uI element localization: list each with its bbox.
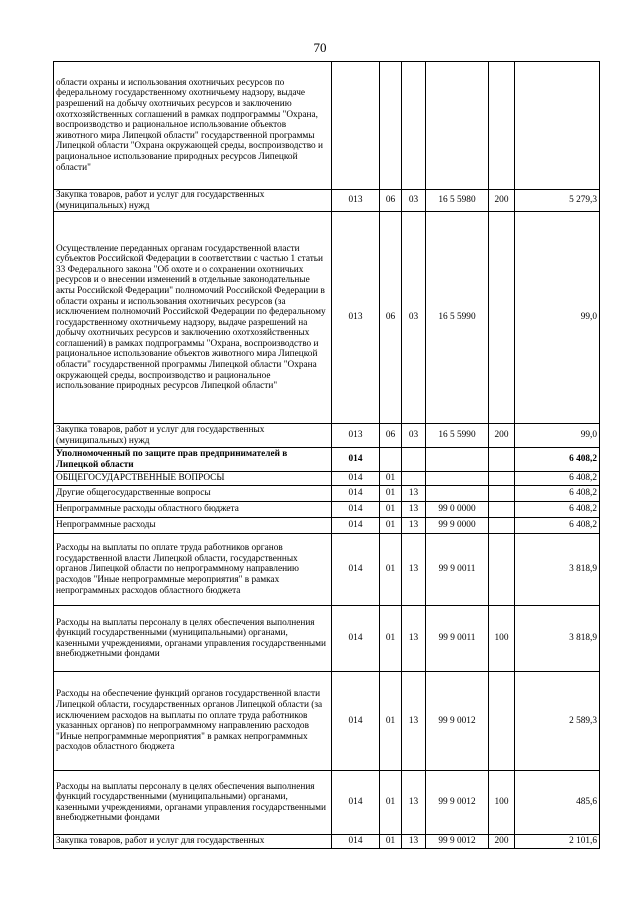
row-admin-code: 014 bbox=[332, 606, 380, 672]
row-name: Расходы на выплаты по оплате труда работников органов государственной власти Липецкой области, государственных органов Липецкой области по непрограммному направлению расходов "Иные непрограммные мероприятия" в рамках непрограммных расходов областного бюджета bbox=[54, 534, 332, 606]
row-admin-code bbox=[332, 62, 380, 190]
row-expense-type: 200 bbox=[489, 190, 515, 212]
table-row bbox=[54, 502, 600, 518]
row-subsection bbox=[402, 62, 426, 190]
row-section: 01 bbox=[380, 486, 402, 502]
row-subsection: 03 bbox=[402, 190, 426, 212]
row-section: 01 bbox=[380, 672, 402, 771]
row-target-article: 16 5 5990 bbox=[426, 424, 489, 448]
row-amount: 6 408,2 bbox=[515, 502, 600, 518]
row-amount: 6 408,2 bbox=[515, 472, 600, 486]
table-row bbox=[54, 606, 600, 672]
row-admin-code: 014 bbox=[332, 771, 380, 835]
row-amount: 6 408,2 bbox=[515, 448, 600, 472]
row-expense-type bbox=[489, 212, 515, 424]
table-row bbox=[54, 534, 600, 606]
row-admin-code: 014 bbox=[332, 518, 380, 534]
row-expense-type bbox=[489, 448, 515, 472]
row-amount: 6 408,2 bbox=[515, 486, 600, 502]
row-admin-code: 013 bbox=[332, 424, 380, 448]
row-target-article: 99 9 0012 bbox=[426, 672, 489, 771]
row-amount: 99,0 bbox=[515, 424, 600, 448]
row-target-article: 99 0 0000 bbox=[426, 502, 489, 518]
row-expense-type bbox=[489, 672, 515, 771]
row-expense-type: 100 bbox=[489, 606, 515, 672]
row-expense-type bbox=[489, 502, 515, 518]
row-admin-code: 014 bbox=[332, 472, 380, 486]
table-row bbox=[54, 190, 600, 212]
row-expense-type: 100 bbox=[489, 771, 515, 835]
row-subsection: 03 bbox=[402, 212, 426, 424]
row-section: 01 bbox=[380, 771, 402, 835]
row-section: 06 bbox=[380, 190, 402, 212]
table-row bbox=[54, 424, 600, 448]
row-expense-type: 200 bbox=[489, 835, 515, 849]
row-section: 01 bbox=[380, 472, 402, 486]
row-amount: 3 818,9 bbox=[515, 534, 600, 606]
row-amount: 3 818,9 bbox=[515, 606, 600, 672]
row-section: 01 bbox=[380, 518, 402, 534]
row-name: Расходы на выплаты персоналу в целях обеспечения выполнения функций государственными (муниципальными) органами, казенными учреждениями, органами управления государственными внебюджетными фондами bbox=[54, 771, 332, 835]
row-section: 01 bbox=[380, 534, 402, 606]
row-amount: 485,6 bbox=[515, 771, 600, 835]
row-subsection bbox=[402, 448, 426, 472]
row-admin-code: 014 bbox=[332, 534, 380, 606]
row-expense-type bbox=[489, 472, 515, 486]
row-amount: 2 101,6 bbox=[515, 835, 600, 849]
row-subsection bbox=[402, 472, 426, 486]
row-section bbox=[380, 62, 402, 190]
row-subsection: 13 bbox=[402, 502, 426, 518]
row-name: ОБЩЕГОСУДАРСТВЕННЫЕ ВОПРОСЫ bbox=[54, 472, 332, 486]
row-section: 01 bbox=[380, 606, 402, 672]
row-admin-code: 013 bbox=[332, 190, 380, 212]
row-name: Закупка товаров, работ и услуг для государственных (муниципальных) нужд bbox=[54, 190, 332, 212]
row-subsection: 13 bbox=[402, 672, 426, 771]
row-section: 01 bbox=[380, 835, 402, 849]
row-target-article: 99 9 0011 bbox=[426, 534, 489, 606]
row-name: Непрограммные расходы bbox=[54, 518, 332, 534]
row-amount bbox=[515, 62, 600, 190]
row-name: области охраны и использования охотничьих ресурсов по федеральному государственному охотничьему надзору, выдаче разрешений на добычу охотничьих ресурсов и заключению охотхозяйственных соглашений в рамках подпрограммы "Охрана, воспроизводство и рациональное использование объектов животного мира Липецкой области" государственной программы Липецкой области "Охрана окружающей среды, воспроизводство и рациональное использование природных ресурсов Липецкой области" bbox=[54, 62, 332, 190]
row-expense-type bbox=[489, 518, 515, 534]
table-row bbox=[54, 62, 600, 190]
row-target-article: 16 5 5990 bbox=[426, 212, 489, 424]
budget-table bbox=[53, 61, 600, 849]
row-admin-code: 014 bbox=[332, 502, 380, 518]
table-body bbox=[54, 62, 600, 849]
row-admin-code: 014 bbox=[332, 672, 380, 771]
row-subsection: 13 bbox=[402, 771, 426, 835]
row-amount: 5 279,3 bbox=[515, 190, 600, 212]
row-target-article bbox=[426, 448, 489, 472]
table-row bbox=[54, 486, 600, 502]
row-section: 06 bbox=[380, 424, 402, 448]
row-subsection: 13 bbox=[402, 486, 426, 502]
page-number: 70 bbox=[313, 40, 327, 55]
row-admin-code: 014 bbox=[332, 835, 380, 849]
table-row bbox=[54, 212, 600, 424]
row-name: Непрограммные расходы областного бюджета bbox=[54, 502, 332, 518]
row-name: Другие общегосударственные вопросы bbox=[54, 486, 332, 502]
row-expense-type bbox=[489, 486, 515, 502]
row-subsection: 13 bbox=[402, 835, 426, 849]
row-amount: 99,0 bbox=[515, 212, 600, 424]
row-subsection: 03 bbox=[402, 424, 426, 448]
row-target-article: 16 5 5980 bbox=[426, 190, 489, 212]
table-row bbox=[54, 672, 600, 771]
row-subsection: 13 bbox=[402, 518, 426, 534]
row-amount: 2 589,3 bbox=[515, 672, 600, 771]
table-row bbox=[54, 771, 600, 835]
row-expense-type bbox=[489, 62, 515, 190]
row-name: Закупка товаров, работ и услуг для государственных bbox=[54, 835, 332, 849]
row-name: Осуществление переданных органам государственной власти субъектов Российской Федерации в соответствии с частью 1 статьи 33 Федерального закона "Об охоте и о сохранении охотничьих ресурсов и о внесении изменений в отдельные законодательные акты Российской Федерации" полномочий Российской Федерации в области охраны и использования охотничьих ресурсов (за исключением полномочий Российской Федерации по федеральному государственному охотничьему надзору, выдаче разрешений на добычу охотничьих ресурсов и заключению охотхозяйственных соглашений) в рамках подпрограммы "Охрана, воспроизводство и рациональное использование объектов животного мира Липецкой области" государственной программы Липецкой области "Охрана окружающей среды, воспроизводство и рациональное использование природных ресурсов Липецкой области" bbox=[54, 212, 332, 424]
row-subsection: 13 bbox=[402, 534, 426, 606]
row-target-article: 99 9 0000 bbox=[426, 518, 489, 534]
row-target-article bbox=[426, 472, 489, 486]
row-admin-code: 013 bbox=[332, 212, 380, 424]
row-target-article bbox=[426, 486, 489, 502]
row-name: Закупка товаров, работ и услуг для государственных (муниципальных) нужд bbox=[54, 424, 332, 448]
row-expense-type bbox=[489, 534, 515, 606]
row-name: Расходы на обеспечение функций органов государственной власти Липецкой области, государственных органов Липецкой области (за исключением расходов на выплаты по оплате труда работников указанных органов) по непрограммному направлению расходов "Иные непрограммные мероприятия" в рамках непрограммных расходов областного бюджета bbox=[54, 672, 332, 771]
table-row bbox=[54, 472, 600, 486]
row-section bbox=[380, 448, 402, 472]
row-name: Уполномоченный по защите прав предпринимателей в Липецкой области bbox=[54, 448, 332, 472]
row-subsection: 13 bbox=[402, 606, 426, 672]
row-expense-type: 200 bbox=[489, 424, 515, 448]
row-target-article: 99 9 0012 bbox=[426, 771, 489, 835]
row-admin-code: 014 bbox=[332, 448, 380, 472]
row-target-article bbox=[426, 62, 489, 190]
row-target-article: 99 9 0012 bbox=[426, 835, 489, 849]
row-section: 06 bbox=[380, 212, 402, 424]
row-amount: 6 408,2 bbox=[515, 518, 600, 534]
row-section: 01 bbox=[380, 502, 402, 518]
table-row bbox=[54, 835, 600, 849]
table-row bbox=[54, 518, 600, 534]
row-admin-code: 014 bbox=[332, 486, 380, 502]
table-row bbox=[54, 448, 600, 472]
row-name: Расходы на выплаты персоналу в целях обеспечения выполнения функций государственными (муниципальными) органами, казенными учреждениями, органами управления государственными внебюджетными фондами bbox=[54, 606, 332, 672]
row-target-article: 99 9 0011 bbox=[426, 606, 489, 672]
